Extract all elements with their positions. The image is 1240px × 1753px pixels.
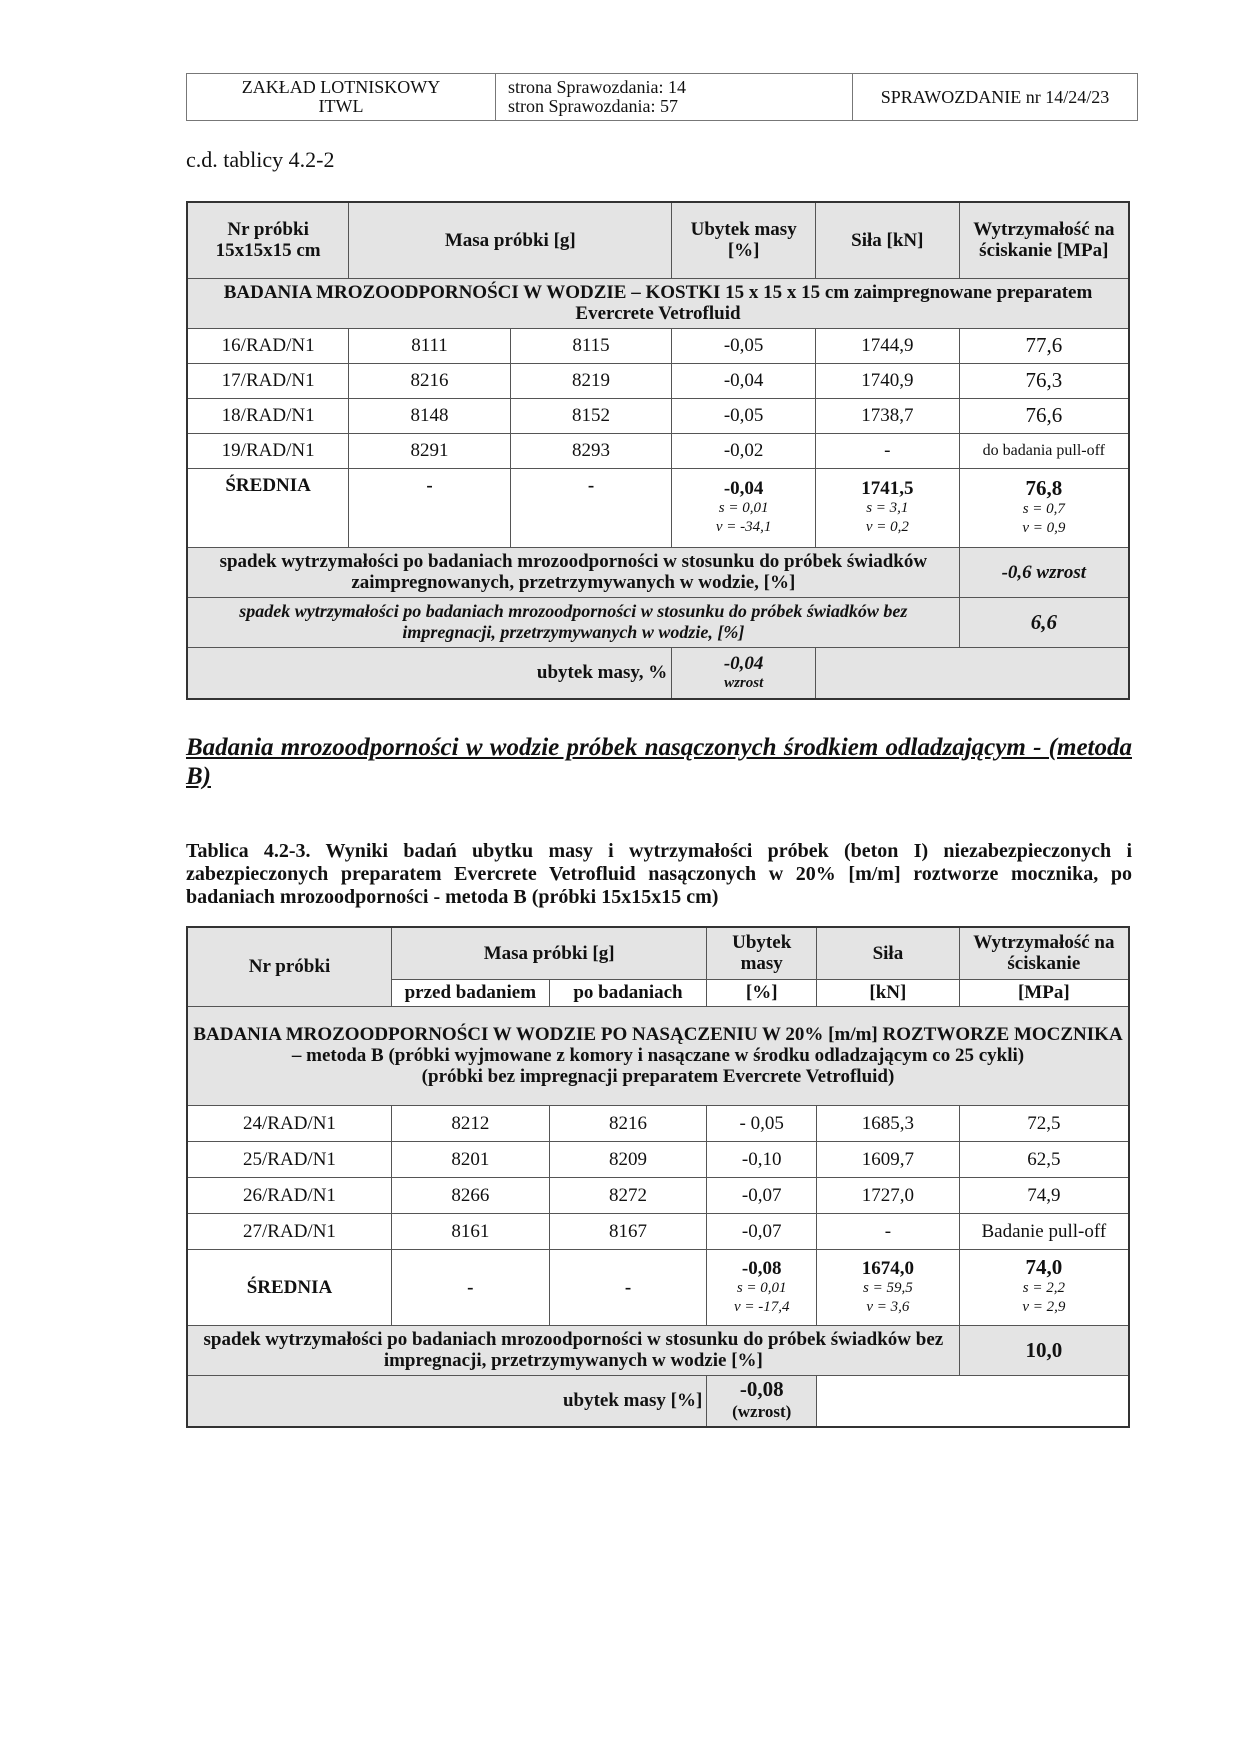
mass-loss-value: -0,08 <box>739 1377 784 1402</box>
table-row <box>187 363 1129 398</box>
table-caption: Tablica 4.2-3. Wyniki badań ubytku masy i wytrzymałości próbek (beton I) niezabezpieczonych i zabezpieczonych preparatem Evercrete Vetrofluid nasączonych w 20% [m/m] roztworze mocznika, po badaniach mrozoodporności - metoda B (próbki 15x15x15 cm) <box>186 840 1132 908</box>
mean-label: ŚREDNIA <box>187 1249 391 1325</box>
mass-loss: -0,07 <box>707 1213 817 1249</box>
mass-loss: -0,07 <box>707 1177 817 1213</box>
mean-strength-value: 76,8 <box>1025 475 1063 500</box>
col-before: przed badaniem <box>391 979 549 1006</box>
mass-before: 8201 <box>391 1141 549 1177</box>
force: 1744,9 <box>816 328 960 363</box>
mass-loss-summary <box>672 647 816 699</box>
col-force: Siła [kN] <box>816 202 960 278</box>
col-strength-unit: [MPa] <box>959 979 1129 1006</box>
mean-strength-sd: s = 0,7 <box>1022 500 1065 517</box>
mass-loss: -0,05 <box>672 328 816 363</box>
page-count: stron Sprawozdania: 57 <box>508 96 678 116</box>
section-title: BADANIA MROZOODPORNOŚCI W WODZIE PO NASĄCZENIU W 20% [m/m] ROZTWORZE MOCZNIKA – metoda B (próbki wyjmowane z komory i nasączane w środku odladzającym co 25 cykli) <box>193 1024 1123 1066</box>
table-4-2-3 <box>186 926 1130 1428</box>
strength: 72,5 <box>959 1105 1129 1141</box>
mass-before: 8291 <box>349 433 511 468</box>
force: 1727,0 <box>817 1177 960 1213</box>
table-row <box>187 328 1129 363</box>
strength: 74,9 <box>959 1177 1129 1213</box>
table-4-2-2 <box>186 201 1130 700</box>
strength: 76,6 <box>959 398 1129 433</box>
mass-loss-label: ubytek masy [%] <box>187 1375 707 1427</box>
force: 1609,7 <box>817 1141 960 1177</box>
mean-force-sd: s = 3,1 <box>866 500 909 516</box>
sample-id: 18/RAD/N1 <box>187 398 349 433</box>
continuation-label: c.d. tablicy 4.2-2 <box>186 147 335 172</box>
mean-label: ŚREDNIA <box>187 468 349 547</box>
mean-force-value: 1741,5 <box>861 478 914 499</box>
mass-before: 8111 <box>349 328 511 363</box>
strength-drop-value: 10,0 <box>959 1325 1129 1375</box>
mass-loss-label: ubytek masy, % <box>187 647 672 699</box>
mass-after: 8219 <box>510 363 672 398</box>
mass-loss: -0,04 <box>672 363 816 398</box>
mass-loss-note: (wzrost) <box>732 1402 792 1422</box>
table-row <box>187 433 1129 468</box>
strength-drop-unimpregnated-label: spadek wytrzymałości po badaniach mrozoodporności w stosunku do próbek świadków bez impregnacji, przetrzymywanych w wodzie, [%] <box>187 597 959 647</box>
mass-loss: - 0,05 <box>707 1105 817 1141</box>
strength: Badanie pull-off <box>959 1213 1129 1249</box>
col-mass: Masa próbki [g] <box>349 202 672 278</box>
section-subtitle: (próbki bez impregnacji preparatem Evercrete Vetrofluid) <box>421 1066 895 1087</box>
sample-id: 25/RAD/N1 <box>187 1141 391 1177</box>
sample-id: 27/RAD/N1 <box>187 1213 391 1249</box>
mean-force <box>816 468 960 547</box>
mass-after: 8272 <box>549 1177 707 1213</box>
table-row <box>187 1213 1129 1249</box>
mean-strength-cv: v = 0,9 <box>1022 519 1066 536</box>
strength: 77,6 <box>959 328 1129 363</box>
mass-before: 8212 <box>391 1105 549 1141</box>
table-row <box>187 1141 1129 1177</box>
mass-loss: -0,10 <box>707 1141 817 1177</box>
strength-drop-impregnated-label: spadek wytrzymałości po badaniach mrozoodporności w stosunku do próbek świadków zaimpregnowanych, przetrzymywanych w wodzie, [%] <box>187 547 959 597</box>
strength: 62,5 <box>959 1141 1129 1177</box>
sample-id: 16/RAD/N1 <box>187 328 349 363</box>
mean-strength <box>959 468 1129 547</box>
mean-strength-sd: s = 2,2 <box>1022 1280 1065 1296</box>
mean-force-cv: v = 3,6 <box>866 1298 910 1315</box>
mean-force <box>817 1249 960 1325</box>
mean-loss <box>707 1249 817 1325</box>
mean-mass-before: - <box>391 1249 549 1325</box>
mean-loss-value: -0,08 <box>741 1257 782 1279</box>
col-sample: Nr próbki 15x15x15 cm <box>187 202 349 278</box>
mass-after: 8216 <box>549 1105 707 1141</box>
mean-loss-sd: s = 0,01 <box>736 1279 787 1296</box>
mass-loss-value: -0,04 <box>723 652 764 674</box>
sample-id: 19/RAD/N1 <box>187 433 349 468</box>
force: - <box>816 433 960 468</box>
mass-before: 8266 <box>391 1177 549 1213</box>
mean-strength <box>959 1249 1129 1325</box>
mass-after: 8152 <box>510 398 672 433</box>
strength: do badania pull-off <box>959 433 1129 468</box>
section-row <box>187 1006 1129 1105</box>
sample-id: 17/RAD/N1 <box>187 363 349 398</box>
sample-id: 24/RAD/N1 <box>187 1105 391 1141</box>
mean-mass-after: - <box>510 468 672 547</box>
mass-after: 8167 <box>549 1213 707 1249</box>
organization <box>187 74 496 121</box>
org-abbrev: ITWL <box>318 96 364 116</box>
col-loss-unit: [%] <box>707 979 817 1006</box>
page-number: strona Sprawozdania: 14 <box>508 77 686 97</box>
mean-force-sd: s = 59,5 <box>863 1279 913 1296</box>
mean-loss-cv: v = -17,4 <box>733 1298 790 1315</box>
mass-loss-summary <box>707 1375 817 1427</box>
col-strength: Wytrzymałość na ściskanie [MPa] <box>959 202 1129 278</box>
mean-loss-value: -0,04 <box>723 478 764 499</box>
mass-after: 8209 <box>549 1141 707 1177</box>
col-sample: Nr próbki <box>187 927 391 1006</box>
mean-strength-value: 74,0 <box>1025 1255 1063 1279</box>
force: - <box>817 1213 960 1249</box>
empty-cell <box>817 1375 1129 1427</box>
mass-before: 8216 <box>349 363 511 398</box>
col-after: po badaniach <box>549 979 707 1006</box>
section-heading: Badania mrozoodporności w wodzie próbek nasączonych środkiem odladzającym - (metoda B) <box>186 734 1132 790</box>
strength: 76,3 <box>959 363 1129 398</box>
mass-loss-note: wzrost <box>724 674 764 691</box>
table-row <box>187 398 1129 433</box>
mean-row <box>187 1249 1129 1325</box>
col-loss: Ubytek masy <box>707 927 817 979</box>
mass-after: 8115 <box>510 328 672 363</box>
col-loss: Ubytek masy [%] <box>672 202 816 278</box>
mean-force-value: 1674,0 <box>861 1257 915 1279</box>
report-header <box>186 73 1138 121</box>
report-number: SPRAWOZDANIE nr 14/24/23 <box>853 74 1138 121</box>
mass-loss: -0,05 <box>672 398 816 433</box>
mean-loss-sd: s = 0,01 <box>718 500 769 516</box>
mean-mass-before: - <box>349 468 511 547</box>
force: 1740,9 <box>816 363 960 398</box>
mean-loss <box>672 468 816 547</box>
mass-loss: -0,02 <box>672 433 816 468</box>
mass-before: 8161 <box>391 1213 549 1249</box>
strength-drop-label: spadek wytrzymałości po badaniach mrozoodporności w stosunku do próbek świadków bez impregnacji, przetrzymywanych w wodzie [%] <box>187 1325 959 1375</box>
section-row: BADANIA MROZOODPORNOŚCI W WODZIE – KOSTKI 15 x 15 x 15 cm zaimpregnowane preparatem Evercrete Vetrofluid <box>187 278 1129 328</box>
col-strength: Wytrzymałość na ściskanie <box>959 927 1129 979</box>
table-row <box>187 1105 1129 1141</box>
strength-drop-unimpregnated-value: 6,6 <box>959 597 1129 647</box>
mass-after: 8293 <box>510 433 672 468</box>
mean-force-cv: v = 0,2 <box>865 519 909 535</box>
mean-mass-after: - <box>549 1249 707 1325</box>
empty-cell <box>816 647 1130 699</box>
force: 1685,3 <box>817 1105 960 1141</box>
org-name: ZAKŁAD LOTNISKOWY <box>241 77 441 97</box>
sample-id: 26/RAD/N1 <box>187 1177 391 1213</box>
page-info <box>496 74 853 121</box>
col-force-unit: [kN] <box>817 979 960 1006</box>
mass-before: 8148 <box>349 398 511 433</box>
force: 1738,7 <box>816 398 960 433</box>
strength-drop-impregnated-value: -0,6 wzrost <box>959 547 1129 597</box>
mean-loss-cv: v = -34,1 <box>715 519 772 535</box>
mean-row <box>187 468 1129 547</box>
mean-strength-cv: v = 2,9 <box>1022 1299 1066 1315</box>
col-force: Siła <box>817 927 960 979</box>
table-row <box>187 1177 1129 1213</box>
col-mass: Masa próbki [g] <box>391 927 706 979</box>
